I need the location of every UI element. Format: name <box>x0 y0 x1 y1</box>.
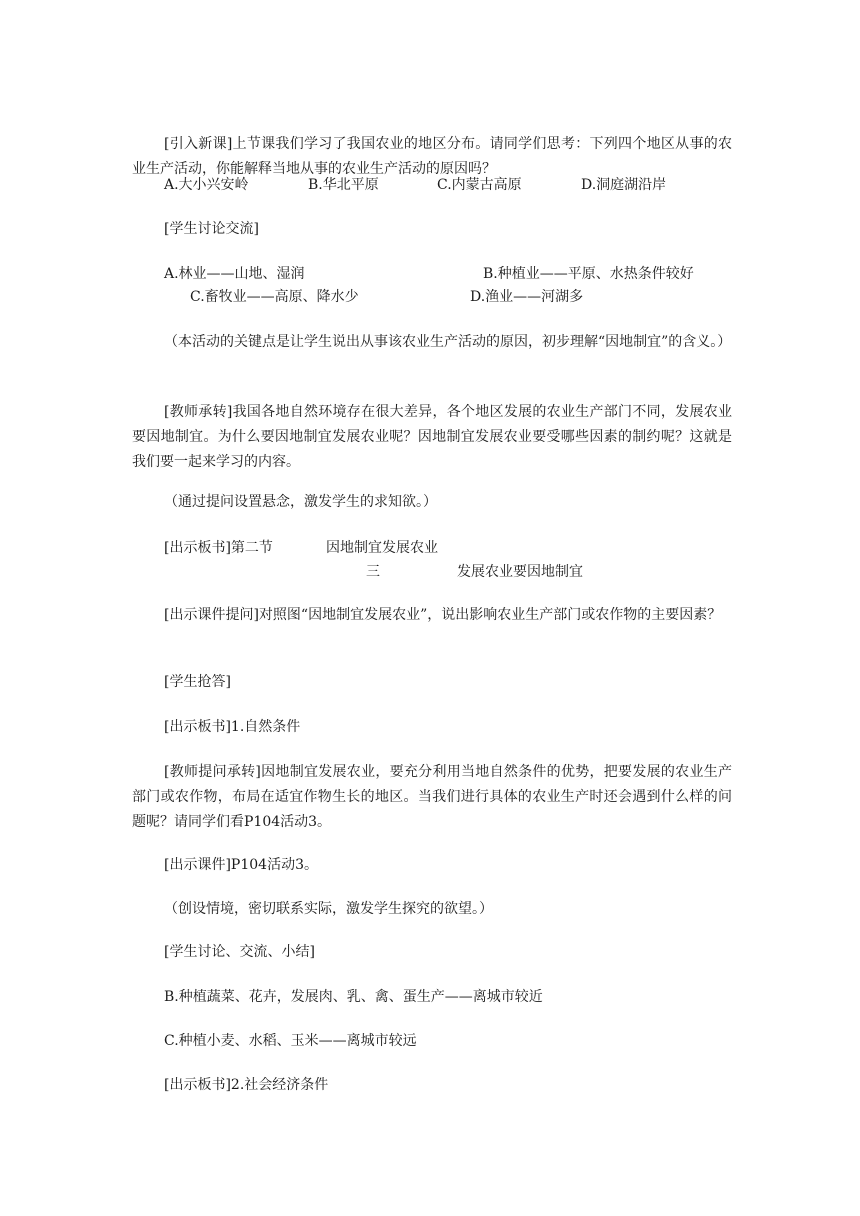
section-number: 三 <box>366 564 380 580</box>
option-c: C.内蒙古高原 <box>437 177 522 193</box>
intro-paragraph: [引入新课]上节课我们学习了我国农业的地区分布。请同学们思考：下列四个地区从事的农业生产活动，你能解释当地从事的农业生产活动的原因吗？ <box>132 136 732 177</box>
answer-a: A.林业——山地、湿润 <box>164 266 305 282</box>
answer-d: D.渔业——河湖多 <box>470 289 584 305</box>
note-paragraph-1: （本活动的关键点是让学生说出从事该农业生产活动的原因，初步理解“因地制宜”的含义。） <box>164 334 732 350</box>
board-social-economic-conditions: [出示板书]2.社会经济条件 <box>164 1077 329 1093</box>
note-paragraph-2: （通过提问设置悬念，激发学生的求知欲。） <box>164 494 437 510</box>
board-prefix: [出示板书]第二节 <box>164 540 273 556</box>
board-natural-conditions: [出示板书]1.自然条件 <box>164 719 301 735</box>
teacher-transition-paragraph: [教师承转]我国各地自然环境存在很大差异，各个地区发展的农业生产部门不同，发展农业要因地制宜。为什么要因地制宜发展农业呢？因地制宜发展农业要受哪些因素的制约呢？这就是我们要一起来学习的内容。 <box>132 404 732 470</box>
option-a: A.大小兴安岭 <box>164 177 249 193</box>
summary-heading: [学生讨论、交流、小结] <box>164 944 315 960</box>
note-paragraph-3: （创设情境，密切联系实际，激发学生探究的欲望。） <box>164 901 493 917</box>
student-answer-heading: [学生抢答] <box>164 674 231 690</box>
summary-item-b: B.种植蔬菜、花卉，发展肉、乳、禽、蛋生产——离城市较近 <box>164 989 543 1005</box>
section-title: 因地制宜发展农业 <box>326 540 438 556</box>
summary-item-c: C.种植小麦、水稻、玉米——离城市较远 <box>164 1033 417 1049</box>
answer-b: B.种植业——平原、水热条件较好 <box>483 266 694 282</box>
courseware-question-paragraph: [出示课件提问]对照图“因地制宜发展农业”，说出影响农业生产部门或农作物的主要因素？ <box>164 607 722 623</box>
courseware-activity: [出示课件]P104活动3。 <box>164 857 318 873</box>
answer-c: C.畜牧业——高原、降水少 <box>190 289 359 305</box>
teacher-question-paragraph: [教师提问承转]因地制宜发展农业，要充分利用当地自然条件的优势，把要发展的农业生产部门或农作物，布局在适宜作物生长的地区。当我们进行具体的农业生产时还会遇到什么样的问题呢？请同学们看P104活动3。 <box>132 764 732 830</box>
section-subtitle: 发展农业要因地制宜 <box>457 564 583 580</box>
option-d: D.洞庭湖沿岸 <box>581 177 667 193</box>
discussion-heading: [学生讨论交流] <box>164 221 259 237</box>
option-b: B.华北平原 <box>308 177 379 193</box>
